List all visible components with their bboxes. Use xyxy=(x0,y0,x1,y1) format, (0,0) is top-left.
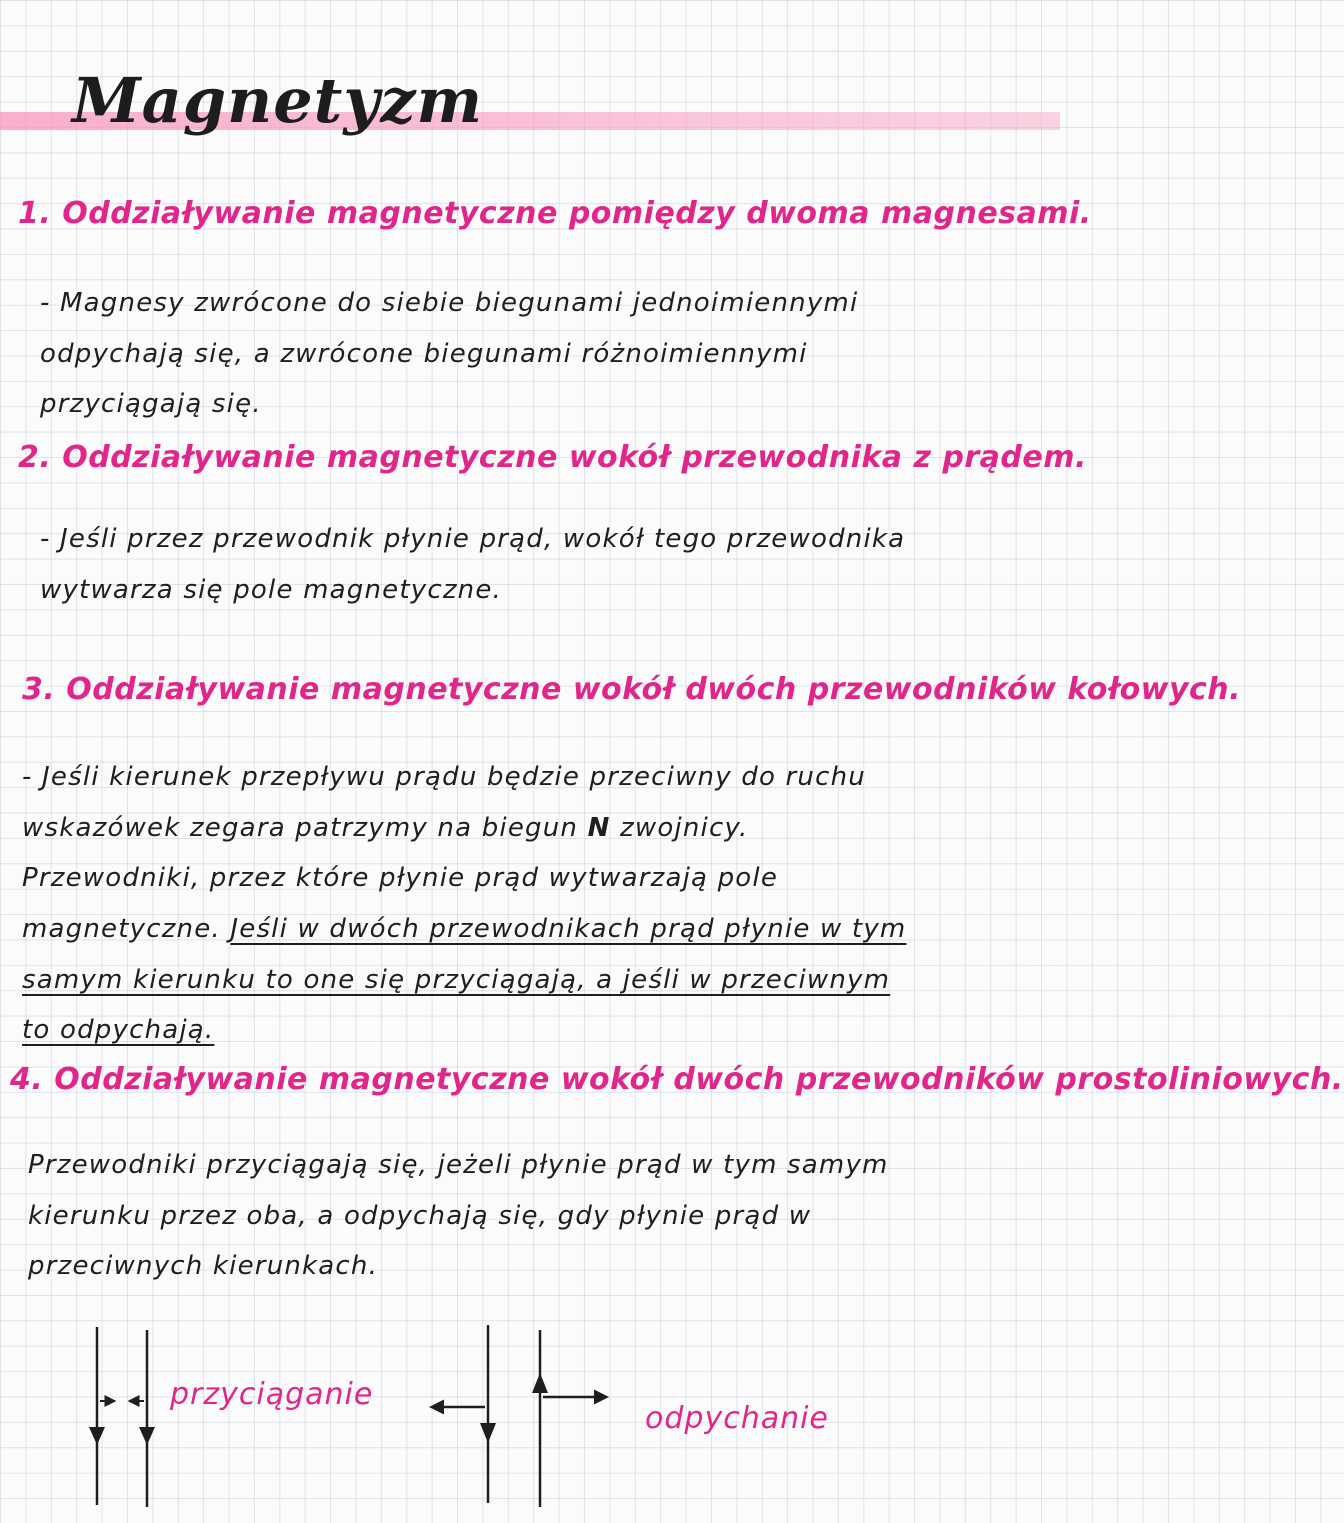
repulsion-conductors xyxy=(432,1325,606,1507)
section-3-text-middle: zwojnicy. Przewodniki, przez które płynie prąd wytwarzają pole magnetyczne. xyxy=(22,812,779,945)
section-1-heading: 1. Oddziaływanie magnetyczne pomiędzy dwoma magnesami. xyxy=(18,196,1092,231)
repulsion-label: odpychanie xyxy=(645,1401,829,1436)
section-3-underlined-text: Jeśli w dwóch przewodnikach prąd płynie w tym samym kierunku to one się przyciągają, a jeśli w przeciwnym to odpychają. xyxy=(22,914,907,1046)
current-arrow-down xyxy=(480,1423,496,1443)
attraction-label: przyciąganie xyxy=(170,1377,374,1412)
section-3-text xyxy=(22,752,922,1056)
conductors-diagram xyxy=(80,1315,860,1515)
section-2-text: - Jeśli przez przewodnik płynie prąd, wokół tego przewodnika wytwarza się pole magnetyczne. xyxy=(40,524,906,605)
section-1-text: - Magnesy zwrócone do siebie biegunami jednoimiennymi odpychają się, a zwrócone biegunami różnoimiennymi przyciągają się. xyxy=(40,288,859,420)
attraction-conductors xyxy=(89,1327,155,1507)
current-arrow-up xyxy=(532,1373,548,1393)
north-pole-letter: N xyxy=(587,812,611,843)
section-3-text-start: - Jeśli kierunek przepływu prądu będzie przeciwny do ruchu wskazówek zegara patrzymy na biegun xyxy=(22,762,866,843)
page-title: Magnetyzm xyxy=(72,64,484,137)
section-4-text: Przewodniki przyciągają się, jeżeli płynie prąd w tym samym kierunku przez oba, a odpychają się, gdy płynie prąd w przeciwnych kierunkach. xyxy=(28,1150,889,1282)
current-arrow-down-right xyxy=(139,1427,155,1445)
current-arrow-down-left xyxy=(89,1427,105,1445)
section-4-heading: 4. Oddziaływanie magnetyczne wokół dwóch przewodników prostoliniowych. xyxy=(10,1062,1344,1097)
section-3-heading: 3. Oddziaływanie magnetyczne wokół dwóch przewodników kołowych. xyxy=(22,672,1242,707)
section-2-heading: 2. Oddziaływanie magnetyczne wokół przewodnika z prądem. xyxy=(18,440,1087,475)
